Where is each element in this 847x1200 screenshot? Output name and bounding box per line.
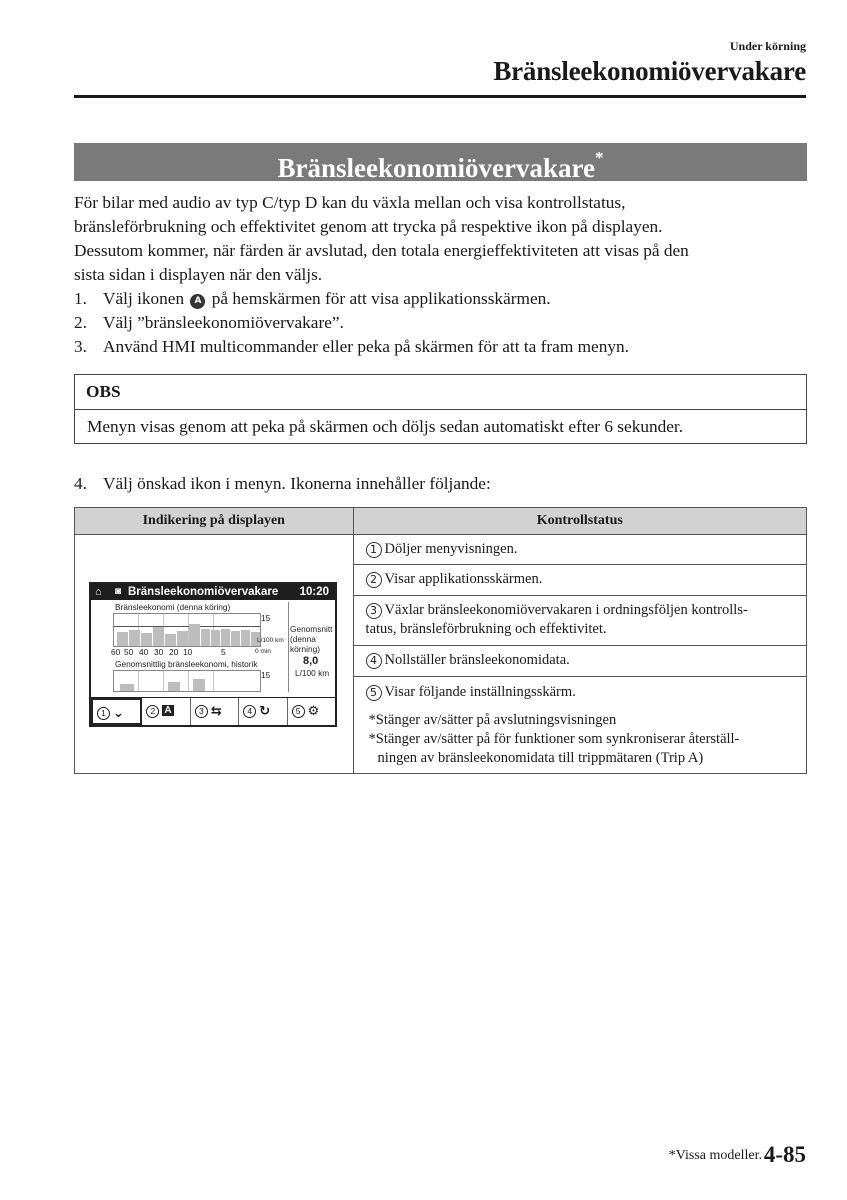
zero-min-label: 0 min — [255, 648, 271, 655]
display-screenshot — [89, 582, 337, 727]
status-row-1 — [353, 535, 806, 565]
table-header-status: Kontrollstatus — [353, 508, 806, 535]
settings-item-continued: ningen av bränsleekonomidata till trippmätaren (Trip A) — [377, 750, 704, 766]
reset-button[interactable] — [239, 698, 287, 725]
step-number: 4. — [74, 474, 87, 493]
applications-button[interactable] — [142, 698, 190, 725]
step-1 — [74, 287, 814, 311]
x-tick: 10 — [183, 647, 193, 657]
grid-line — [188, 671, 189, 691]
chart-bar — [153, 627, 164, 646]
chart-bar — [168, 682, 180, 691]
status-row-3 — [353, 596, 806, 646]
settings-item: *Stänger av/sätter på för funktioner som synkroniserar återställ- — [368, 731, 740, 747]
chart-bar — [221, 629, 230, 646]
screen-title-bar — [91, 584, 335, 600]
reset-icon: ↻ — [259, 703, 271, 718]
chart-bar — [117, 632, 128, 646]
chart-bar — [211, 630, 220, 646]
grid-line — [138, 671, 139, 691]
chart-bar — [241, 630, 250, 646]
section-banner — [74, 143, 807, 181]
switch-screen-button[interactable] — [191, 698, 239, 725]
step-number: 3. — [74, 337, 87, 356]
settings-item: *Stänger av/sätter på avslutningsvisningen — [368, 712, 617, 728]
chart-bar — [129, 630, 140, 646]
screen-divider — [288, 602, 289, 692]
status-text: Växlar bränsleekonomiövervakaren i ordningsföljen kontrolls- — [384, 602, 748, 618]
button-number: 2 — [146, 705, 159, 718]
icon-table — [74, 507, 807, 774]
grid-line — [163, 671, 164, 691]
step-3 — [74, 335, 814, 359]
table-header-display: Indikering på displayen — [75, 508, 354, 535]
gear-icon: ⚙ — [307, 703, 320, 718]
step-number: 1. — [74, 289, 87, 308]
chart-bar — [165, 634, 176, 646]
chart1-plot — [113, 613, 261, 647]
button-number: 5 — [292, 705, 305, 718]
average-line — [114, 626, 260, 627]
button-number: 4 — [243, 705, 256, 718]
chart2-plot — [113, 670, 261, 692]
chart-bar — [177, 631, 188, 646]
banner-title: Bränsleekonomiövervakare — [277, 153, 595, 183]
screen-title: Bränsleekonomiövervakare — [128, 586, 279, 598]
screen-menu-bar — [91, 697, 335, 725]
obs-title: OBS — [75, 375, 806, 410]
status-text: tatus, bränsleförbrukning och effektivitet. — [365, 621, 607, 637]
intro-line: Dessutom kommer, när färden är avslutad, den totala energieffektiviteten att visas på den — [74, 241, 689, 260]
step-text: Välj önskad ikon i menyn. Ikonerna innehåller följande: — [103, 474, 491, 493]
status-text: Visar applikationsskärmen. — [384, 571, 543, 587]
chart-bar — [189, 624, 200, 646]
settings-list — [366, 711, 796, 768]
chart1-ymax: 15 — [261, 613, 271, 623]
chart-bar — [141, 633, 152, 646]
x-tick: 40 — [139, 647, 149, 657]
chart-bar — [120, 684, 134, 691]
step-text: Använd HMI multicommander eller peka på skärmen för att ta fram menyn. — [103, 337, 629, 356]
circled-number: 1 — [366, 542, 382, 558]
switch-screen-icon: ⇆ — [210, 703, 222, 718]
x-tick: 5 — [221, 647, 226, 657]
chart2-ymax: 15 — [261, 670, 271, 680]
screen-time: 10:20 — [299, 586, 329, 598]
app-icon: A — [164, 705, 172, 716]
step-text-before: Välj ikonen — [103, 289, 185, 308]
intro-line: bränsleförbrukning och effektivitet genom att trycka på respektive ikon på displayen. — [74, 217, 663, 236]
status-text: Nollställer bränsleekonomidata. — [384, 652, 570, 668]
header-section: Under körning — [729, 39, 806, 53]
circled-number: 2 — [366, 572, 382, 588]
banner-asterisk: * — [594, 148, 604, 167]
button-number: 3 — [195, 705, 208, 718]
header-title: Bränsleekonomiövervakare — [493, 56, 806, 86]
avg-label: körning) — [290, 644, 320, 654]
avg-value: 8,0 — [303, 655, 319, 667]
step-text-after: på hemskärmen för att visa applikationsskärmen. — [211, 289, 551, 308]
grid-line — [213, 671, 214, 691]
display-cell — [75, 535, 354, 774]
chart-bar — [231, 631, 240, 646]
x-tick: 30 — [154, 647, 164, 657]
x-tick: 20 — [169, 647, 179, 657]
circled-number: 4 — [366, 653, 382, 669]
status-row-2 — [353, 565, 806, 596]
button-number: 1 — [97, 707, 110, 720]
hide-menu-button[interactable] — [91, 698, 142, 725]
circled-number: 3 — [366, 603, 382, 619]
app-icon: A — [190, 294, 205, 309]
step-2 — [74, 311, 814, 335]
chart1-label: Bränsleekonomi (denna köring) — [115, 602, 231, 612]
intro-line: För bilar med audio av typ C/typ D kan du växla mellan och visa kontrollstatus, — [74, 193, 626, 212]
chart-bar — [201, 629, 210, 646]
x-tick: 50 — [124, 647, 134, 657]
chart1-unit: L/100 km — [257, 637, 284, 644]
settings-button[interactable] — [288, 698, 335, 725]
obs-text: Menyn visas genom att peka på skärmen och döljs sedan automatiskt efter 6 sekunder. — [87, 417, 684, 436]
app-icon: ◙ — [115, 586, 122, 597]
obs-box — [74, 374, 807, 444]
status-text: Visar följande inställningsskärm. — [384, 684, 576, 700]
chart2-label: Genomsnittlig bränsleekonomi, historik — [115, 659, 258, 669]
step-text — [103, 287, 551, 311]
status-text: Döljer menyvisningen. — [384, 541, 518, 557]
intro-text — [74, 191, 814, 359]
header-rule — [74, 95, 806, 98]
avg-label: (denna — [290, 634, 316, 644]
home-icon: ⌂ — [95, 586, 102, 598]
x-tick: 60 — [111, 647, 121, 657]
avg-unit: L/100 km — [295, 668, 330, 678]
chevron-down-icon: ⌄ — [113, 705, 124, 720]
step-text: Välj ”bränsleekonomiövervakare”. — [103, 313, 344, 332]
page-number: 4-85 — [763, 1142, 806, 1167]
status-row-5 — [353, 677, 806, 774]
circled-number: 5 — [366, 685, 382, 701]
status-row-4 — [353, 646, 806, 677]
step-number: 2. — [74, 313, 87, 332]
chart-bar — [193, 679, 205, 691]
avg-label: Genomsnitt — [290, 624, 333, 634]
footnote: *Vissa modeller. — [668, 1148, 762, 1163]
step-4 — [74, 472, 491, 496]
intro-line: sista sidan i displayen när den väljs. — [74, 265, 323, 284]
